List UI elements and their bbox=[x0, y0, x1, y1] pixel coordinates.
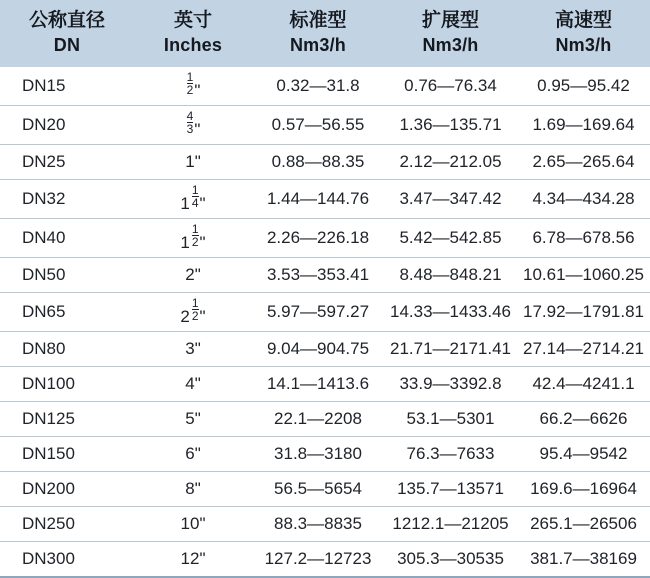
cell-extended-type: 14.33—1433.46 bbox=[384, 292, 517, 331]
inch-whole: 1 bbox=[180, 232, 190, 252]
cell-nominal-diameter: DN15 bbox=[0, 67, 134, 106]
inch-mark: " bbox=[194, 80, 201, 100]
table-row bbox=[0, 179, 650, 218]
column-header-extended-type bbox=[384, 0, 517, 67]
header-title-inches: 英寸 bbox=[173, 10, 212, 31]
header-title-high-speed-type: 高速型 bbox=[554, 10, 612, 31]
table-row bbox=[0, 292, 650, 331]
fraction-denominator: 2 bbox=[191, 308, 199, 323]
table-header bbox=[0, 0, 650, 67]
inch-whole: 2 bbox=[180, 306, 190, 326]
cell-nominal-diameter: DN32 bbox=[0, 179, 134, 218]
cell-nominal-diameter: DN80 bbox=[0, 331, 134, 366]
inch-mark: " bbox=[199, 193, 206, 213]
inch-value: 3 bbox=[185, 338, 195, 358]
cell-standard-type: 9.04—904.75 bbox=[252, 331, 384, 366]
table-row bbox=[0, 105, 650, 144]
cell-high-speed-type: 2.65—265.64 bbox=[517, 144, 650, 179]
cell-standard-type: 5.97—597.27 bbox=[252, 292, 384, 331]
cell-inches bbox=[134, 541, 252, 577]
fraction-denominator: 2 bbox=[191, 234, 199, 249]
cell-standard-type: 14.1—1413.6 bbox=[252, 366, 384, 401]
column-header-inches bbox=[134, 0, 252, 67]
cell-high-speed-type: 4.34—434.28 bbox=[517, 179, 650, 218]
cell-high-speed-type: 10.61—1060.25 bbox=[517, 257, 650, 292]
inch-mark: " bbox=[194, 338, 201, 358]
inch-mark: " bbox=[194, 373, 201, 393]
table-row bbox=[0, 506, 650, 541]
inch-fraction bbox=[187, 110, 194, 135]
column-header-standard-type bbox=[252, 0, 384, 67]
cell-inches bbox=[134, 218, 252, 257]
inch-fraction bbox=[192, 184, 199, 209]
cell-high-speed-type: 6.78—678.56 bbox=[517, 218, 650, 257]
cell-extended-type: 135.7—13571 bbox=[384, 471, 517, 506]
table-row bbox=[0, 257, 650, 292]
inch-mark: " bbox=[199, 306, 206, 326]
cell-extended-type: 0.76—76.34 bbox=[384, 67, 517, 106]
cell-nominal-diameter: DN25 bbox=[0, 144, 134, 179]
cell-extended-type: 21.71—2171.41 bbox=[384, 331, 517, 366]
inch-value: 6 bbox=[185, 443, 195, 463]
cell-high-speed-type: 66.2—6626 bbox=[517, 401, 650, 436]
cell-standard-type: 3.53—353.41 bbox=[252, 257, 384, 292]
cell-nominal-diameter: DN150 bbox=[0, 436, 134, 471]
inch-whole: 1 bbox=[180, 193, 190, 213]
cell-standard-type: 1.44—144.76 bbox=[252, 179, 384, 218]
inch-mark: " bbox=[194, 151, 201, 171]
inch-mark: " bbox=[199, 548, 206, 568]
cell-extended-type: 76.3—7633 bbox=[384, 436, 517, 471]
cell-inches bbox=[134, 506, 252, 541]
header-unit-nominal-diameter: DN bbox=[53, 35, 81, 56]
inch-mark: " bbox=[194, 443, 201, 463]
cell-high-speed-type: 27.14—2714.21 bbox=[517, 331, 650, 366]
column-header-high-speed-type bbox=[517, 0, 650, 67]
inch-mark: " bbox=[194, 478, 201, 498]
cell-standard-type: 31.8—3180 bbox=[252, 436, 384, 471]
inch-mark: " bbox=[199, 513, 206, 533]
inch-value: 4 bbox=[185, 373, 195, 393]
cell-inches bbox=[134, 331, 252, 366]
cell-inches bbox=[134, 257, 252, 292]
inch-fraction bbox=[192, 223, 199, 248]
cell-inches bbox=[134, 144, 252, 179]
cell-high-speed-type: 95.4—9542 bbox=[517, 436, 650, 471]
fraction-numerator: 1 bbox=[191, 295, 199, 310]
cell-standard-type: 2.26—226.18 bbox=[252, 218, 384, 257]
cell-inches bbox=[134, 105, 252, 144]
fraction-denominator: 3 bbox=[186, 121, 194, 136]
table-row bbox=[0, 67, 650, 106]
cell-inches bbox=[134, 366, 252, 401]
table-row bbox=[0, 366, 650, 401]
inch-value: 12 bbox=[180, 548, 200, 568]
inch-value: 5 bbox=[185, 408, 195, 428]
cell-standard-type: 22.1—2208 bbox=[252, 401, 384, 436]
inch-fraction bbox=[192, 297, 199, 322]
cell-extended-type: 3.47—347.42 bbox=[384, 179, 517, 218]
inch-fraction bbox=[187, 71, 194, 96]
cell-inches bbox=[134, 401, 252, 436]
inch-mark: " bbox=[199, 232, 206, 252]
cell-nominal-diameter: DN250 bbox=[0, 506, 134, 541]
cell-extended-type: 5.42—542.85 bbox=[384, 218, 517, 257]
cell-nominal-diameter: DN40 bbox=[0, 218, 134, 257]
inch-value: 8 bbox=[185, 478, 195, 498]
fraction-denominator: 2 bbox=[186, 82, 194, 97]
header-unit-extended-type: Nm3/h bbox=[422, 35, 479, 56]
inch-mark: " bbox=[194, 264, 201, 284]
table-row bbox=[0, 541, 650, 577]
header-title-standard-type: 标准型 bbox=[289, 10, 347, 31]
cell-high-speed-type: 42.4—4241.1 bbox=[517, 366, 650, 401]
cell-standard-type: 0.32—31.8 bbox=[252, 67, 384, 106]
cell-extended-type: 1212.1—21205 bbox=[384, 506, 517, 541]
cell-inches bbox=[134, 292, 252, 331]
fraction-numerator: 1 bbox=[186, 69, 194, 84]
inch-value: 1 bbox=[185, 151, 195, 171]
header-unit-inches: Inches bbox=[163, 35, 223, 56]
header-unit-standard-type: Nm3/h bbox=[289, 35, 346, 56]
cell-extended-type: 305.3—30535 bbox=[384, 541, 517, 577]
cell-standard-type: 127.2—12723 bbox=[252, 541, 384, 577]
cell-extended-type: 1.36—135.71 bbox=[384, 105, 517, 144]
fraction-numerator: 1 bbox=[191, 182, 199, 197]
cell-extended-type: 33.9—3392.8 bbox=[384, 366, 517, 401]
column-header-nominal-diameter bbox=[0, 0, 134, 67]
header-title-extended-type: 扩展型 bbox=[421, 10, 479, 31]
table-body bbox=[0, 67, 650, 577]
cell-nominal-diameter: DN300 bbox=[0, 541, 134, 577]
table-row bbox=[0, 401, 650, 436]
header-row bbox=[0, 0, 650, 67]
cell-inches bbox=[134, 179, 252, 218]
cell-standard-type: 0.57—56.55 bbox=[252, 105, 384, 144]
cell-standard-type: 56.5—5654 bbox=[252, 471, 384, 506]
inch-mark: " bbox=[194, 119, 201, 139]
cell-inches bbox=[134, 436, 252, 471]
cell-nominal-diameter: DN125 bbox=[0, 401, 134, 436]
cell-nominal-diameter: DN65 bbox=[0, 292, 134, 331]
cell-nominal-diameter: DN200 bbox=[0, 471, 134, 506]
cell-extended-type: 53.1—5301 bbox=[384, 401, 517, 436]
cell-high-speed-type: 265.1—26506 bbox=[517, 506, 650, 541]
fraction-numerator: 1 bbox=[191, 221, 199, 236]
table-row bbox=[0, 436, 650, 471]
fraction-numerator: 4 bbox=[186, 108, 194, 123]
cell-extended-type: 2.12—212.05 bbox=[384, 144, 517, 179]
cell-high-speed-type: 17.92—1791.81 bbox=[517, 292, 650, 331]
table-row bbox=[0, 218, 650, 257]
cell-standard-type: 88.3—8835 bbox=[252, 506, 384, 541]
inch-value: 2 bbox=[185, 264, 195, 284]
header-title-nominal-diameter: 公称直径 bbox=[28, 10, 105, 31]
cell-nominal-diameter: DN20 bbox=[0, 105, 134, 144]
table-row bbox=[0, 144, 650, 179]
cell-high-speed-type: 381.7—38169 bbox=[517, 541, 650, 577]
cell-nominal-diameter: DN50 bbox=[0, 257, 134, 292]
inch-mark: " bbox=[194, 408, 201, 428]
fraction-denominator: 4 bbox=[191, 195, 199, 210]
cell-inches bbox=[134, 67, 252, 106]
cell-standard-type: 0.88—88.35 bbox=[252, 144, 384, 179]
cell-high-speed-type: 169.6—16964 bbox=[517, 471, 650, 506]
header-unit-high-speed-type: Nm3/h bbox=[555, 35, 612, 56]
table-row bbox=[0, 471, 650, 506]
cell-inches bbox=[134, 471, 252, 506]
cell-high-speed-type: 1.69—169.64 bbox=[517, 105, 650, 144]
inch-value: 10 bbox=[180, 513, 200, 533]
cell-extended-type: 8.48—848.21 bbox=[384, 257, 517, 292]
cell-nominal-diameter: DN100 bbox=[0, 366, 134, 401]
cell-high-speed-type: 0.95—95.42 bbox=[517, 67, 650, 106]
table-row bbox=[0, 331, 650, 366]
